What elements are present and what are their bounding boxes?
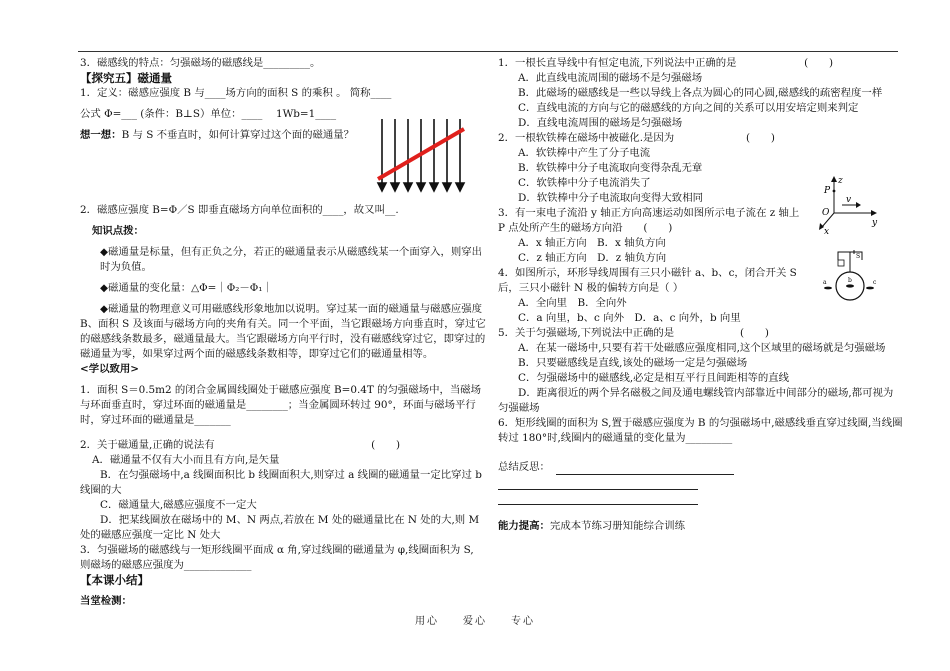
right-question-4: 4．如图所示，环形导线周围有三只小磁针 a、b、c，闭合开关 S 后，三只小磁针 N 极的偏转方向是（ ） (498, 267, 797, 294)
needle-a (824, 287, 832, 290)
question-2-paren: ( ) (371, 439, 400, 451)
label-x: x (824, 227, 830, 235)
question-2-option-c: C．磁通量大,磁感应强度不一定大 (100, 499, 257, 511)
question-2-option-a: A．磁通量不仅有大小而且有方向,是矢量 (92, 454, 280, 466)
right-q5-option-a: A．在某一磁场中,只要有若干处磁感应强度相同,这个区域里的磁场就是匀强磁场 (518, 342, 886, 354)
reflection-label: 总结反思： (498, 461, 550, 473)
point-p (833, 190, 836, 193)
learn-use-heading: <学以致用> (80, 363, 139, 375)
right-q2-option-d: D．软铁棒中分子电流取向变得大致相同 (518, 192, 703, 204)
reflection-row (498, 460, 903, 475)
label-v: v (846, 195, 852, 205)
question-2: 2．关于磁通量,正确的说法有 (80, 439, 215, 451)
right-q2-option-a: A．软铁棒中产生了分子电流 (518, 147, 651, 159)
right-q5-option-c: C．匀强磁场中的磁感线,必定是相互平行且间距相等的直线 (518, 372, 790, 384)
right-q1-row (498, 56, 903, 71)
right-q1-option-a: A．此直线电流周围的磁场不是匀强磁场 (518, 72, 703, 84)
tip-change: ◆磁通量的变化量：△Φ=｜Φ₂－Φ₁｜ (100, 282, 273, 294)
right-q2-option-b: B．软铁棒中分子电流取向变得杂乱无章 (518, 162, 703, 174)
right-q1-option-c: C．直线电流的方向与它的磁感线的方向之间的关系可以用安培定则来判定 (518, 102, 859, 114)
in-class-test-heading: 当堂检测： (80, 595, 132, 607)
right-question-3-text: 3．有一束电子流沿 y 轴正方向高速运动如图所示电子流在 z 轴上 P 点处所产生的磁场方向沿 (498, 207, 800, 234)
right-question-3-paren: ( ) (643, 222, 673, 234)
right-question-6: 6．矩形线圈的面积为 S,置于磁感应强度为 B 的匀强磁场中,磁感线垂直穿过线圈,当线圈转过 180°时,线圈内的磁通量的变化量为_________ (498, 417, 903, 444)
right-q4-option-c: C．a 向里，b、c 向外 D．a、c 向外，b 向里 (518, 312, 741, 324)
needle-c (866, 287, 874, 290)
right-q3-option-cd: C．z 轴正方向 D．z 轴负方向 (518, 252, 667, 264)
tip-scalar: ◆磁通量是标量，但有正负之分，若正的磁通量表示从磁感线某一个面穿入，则穿出时为负值。 (100, 246, 483, 273)
label-z: z (838, 176, 843, 186)
right-q5-option-b: B．只要磁感线是直线,该处的磁场一定是匀强磁场 (518, 357, 748, 369)
reflection-line-1 (556, 460, 734, 475)
right-q5-option-d: D．距离很近的两个异名磁极之间及通电螺线管内部靠近中间部分的磁场,都可视为匀强磁场 (498, 387, 894, 414)
magnetic-line-feature: 3．磁感线的特点：匀强磁场的磁感线是_________。 (80, 57, 321, 69)
knowledge-tips-title: 知识点拨： (92, 225, 144, 237)
right-question-1: 1．一根长直导线中有恒定电流,下列说法中正确的是 (498, 57, 737, 69)
page-footer: 用心 爱心 专心 (415, 616, 535, 627)
label-o: O (822, 208, 830, 218)
label-b: b (848, 277, 852, 284)
right-question-5: 5．关于匀强磁场,下列说法中正确的是 (498, 327, 675, 339)
ring-coil-figure (820, 248, 880, 310)
question-2-row (80, 438, 490, 453)
question-2-option-b: B．在匀强磁场中,a 线圈面积比 b 线圈面积大,则穿过 a 线圈的磁通量一定比穿过 b 线圈的大 (80, 469, 482, 496)
needle-b (846, 284, 854, 287)
right-q5-row (498, 326, 903, 341)
lesson-summary-heading: 【本课小结】 (80, 573, 149, 587)
reflection-line-3 (498, 490, 698, 505)
right-q2-row (498, 131, 903, 146)
label-p: P (824, 186, 831, 196)
ability-improvement (498, 519, 903, 534)
right-question-1-paren: ( ) (804, 57, 833, 69)
right-question-2: 2．一根软铁棒在磁场中被磁化.是因为 (498, 132, 675, 144)
right-question-5-paren: ( ) (740, 327, 769, 339)
ability-text: 完成本节练习册知能综合训练 (549, 520, 686, 532)
think-question (80, 128, 370, 143)
battery (838, 260, 844, 266)
right-q1-option-d: D．直线电流周围的磁场是匀强磁场 (518, 117, 683, 129)
right-question-3 (498, 206, 808, 236)
label-a: a (823, 279, 827, 286)
label-c: c (873, 279, 877, 286)
tip-meaning: ◆磁通量的物理意义可用磁感线形象地加以说明。穿过某一面的磁通量与磁感应强度 B、面积 S 及该面与磁场方向的夹角有关。同一个平面，当它跟磁场方向垂直时，穿过它的磁感线条数最多，磁通量最大。当它跟磁场方向平行时，没有磁感线穿过它，即穿过的磁通量为零，如果穿过两个面的磁感线条数相等，即穿过它们的磁通量相等。 (80, 303, 486, 360)
question-3: 3．匀强磁场的磁感线与一矩形线圈平面成 α 角,穿过线圈的磁通量为 φ,线圈面积为 S, 则磁场的磁感应强度为_____________ (80, 544, 485, 571)
label-s: S (856, 253, 861, 260)
right-q4-option-ab: A．全向里 B．全向外 (518, 297, 627, 309)
right-q2-option-c: C．软铁棒中分子电流消失了 (518, 177, 651, 189)
label-y: y (872, 218, 878, 228)
think-text: B 与 S 不垂直时，如何计算穿过这个面的磁通量？ (121, 129, 355, 141)
question-2-option-d: D．把某线圈放在磁场中的 M、N 两点,若放在 M 处的磁通量比在 N 处的大,则 M 处的磁感应强度一定比 N 处大 (80, 514, 480, 541)
think-label: 想一想： (80, 129, 122, 141)
right-q3-option-ab: A．x 轴正方向 B．x 轴负方向 (518, 237, 666, 249)
section-explore-five: 【探究五】磁通量 (80, 71, 172, 85)
right-question-2-paren: ( ) (746, 132, 775, 144)
flux-definition: 1．定义：磁感应强度 B 与____场方向的面积 S 的乘积 。 简称____ (80, 87, 392, 99)
question-1: 1．面积 S＝0.5m2 的闭合金属圆线圈处于磁感应强度 B=0.4T 的匀强磁场中，当磁场与环面垂直时，穿过环面的磁通量是________；当金属圆环转过 90°，环面与磁场平行时，穿过环面的磁通量是_______ (80, 384, 482, 426)
reflection-line-2 (498, 475, 698, 490)
flux-density-definition: 2．磁感应强度 B=Φ／S 即垂直磁场方向单位面积的____，故又叫__. (80, 204, 399, 216)
header-rule (78, 51, 898, 52)
coordinate-axes-figure (812, 175, 882, 235)
flux-formula: 公式 Φ=___ (条件：B⊥S）单位：____ 1Wb=1____ (80, 108, 337, 120)
right-q1-option-b: B．此磁场的磁感线是一些以导线上各点为圆心的同心圆,磁感线的疏密程度一样 (518, 87, 883, 99)
magnetic-flux-figure (376, 115, 466, 197)
ability-label: 能力提高： (498, 520, 550, 532)
